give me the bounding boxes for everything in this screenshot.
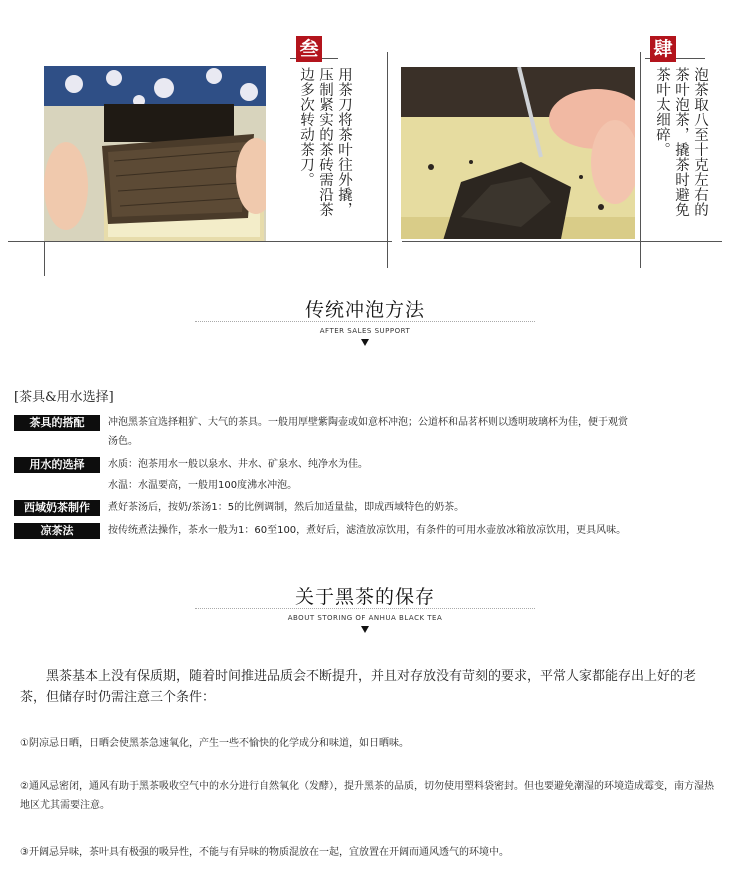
row-line: 水质：泡茶用水一般以泉水、井水、矿泉水、纯净水为佳。 <box>108 459 368 470</box>
storage-intro: 黑茶基本上没有保质期，随着时间推进品质会不断提升，并且对存放没有苛刻的要求，平常人家都能存出上好的老茶，但储存时仍需注意三个条件： <box>20 669 697 705</box>
row-line: 水温：水温要高，一般用100度沸水冲泡。 <box>108 480 298 491</box>
frame-line <box>8 241 392 242</box>
storage-note-1: ①阴凉忌日晒，日晒会使黑茶急速氧化，产生一些不愉快的化学成分和味道，如日晒味。 <box>20 738 409 749</box>
brew-heading: [茶具&用水选择] <box>14 390 114 405</box>
row-line: 按传统煮法操作，茶水一般为1：60至100，煮好后，滤渣放凉饮用，有条件的可用水壶放冰箱放凉饮用，更具风味。 <box>108 525 627 536</box>
step-4-number: 肆 <box>650 36 676 62</box>
frame-line <box>640 52 641 268</box>
row-label-teaware: 茶具的搭配 <box>14 415 100 431</box>
step-4-text-col3: 茶叶太细碎。 <box>654 67 670 157</box>
down-arrow-icon <box>361 626 369 633</box>
frame-line <box>387 52 388 268</box>
row-text-cold-tea <box>108 521 716 540</box>
brew-section-title: 传统冲泡方法 <box>304 299 425 321</box>
step-3-text-col3: 边多次转动茶刀。 <box>298 67 314 187</box>
step-3-photo <box>44 66 266 241</box>
tea-brick-hands-image <box>44 66 266 241</box>
row-line: 冲泡黑茶宜选择粗犷、大气的茶具。一般用厚壁紫陶壶或如意杯冲泡；公道杯和品茗杯则以透明玻璃杯为佳，便于观赏 <box>108 417 628 428</box>
row-text-teaware <box>108 413 716 451</box>
storage-section-subtitle: ABOUT STORING OF ANHUA BLACK TEA <box>287 614 443 622</box>
brew-section-subtitle: AFTER SALES SUPPORT <box>319 327 411 335</box>
step-3-text-col2: 压制紧实的茶砖需沿茶 <box>317 67 333 217</box>
title-divider <box>195 321 535 322</box>
step-3-number: 叁 <box>296 36 322 62</box>
row-label-cold-tea: 凉茶法 <box>14 523 100 539</box>
row-label-water: 用水的选择 <box>14 457 100 473</box>
step-4-photo <box>401 67 635 239</box>
row-line: 汤色。 <box>108 436 138 447</box>
row-text-milk-tea <box>108 498 716 517</box>
step-4-text-col2: 茶叶泡茶，撬茶时避免 <box>673 67 689 217</box>
row-line: 煮好茶汤后，按奶/茶汤1：5的比例调制，然后加适量盐，即成西域特色的奶茶。 <box>108 502 465 513</box>
storage-section-title: 关于黑茶的保存 <box>294 586 435 608</box>
title-divider <box>195 608 535 609</box>
row-text-water <box>108 455 716 495</box>
storage-note-2: ②通风忌密闭，通风有助于黑茶吸收空气中的水分进行自然氧化（发酵），提升黑茶的品质，切勿使用塑料袋密封。但也要避免潮湿的环境造成霉变，南方湿热地区尤其需要注意。 <box>20 781 714 811</box>
tea-prying-image <box>401 67 635 239</box>
row-label-milk-tea: 西域奶茶制作 <box>14 500 100 516</box>
step-3-text-col1: 用茶刀将茶叶往外撬， <box>336 67 352 217</box>
storage-note-3: ③开阔忌异味，茶叶具有极强的吸异性，不能与有异味的物质混放在一起，宜放置在开阔而通风透气的环境中。 <box>20 847 509 858</box>
down-arrow-icon <box>361 339 369 346</box>
frame-line <box>402 241 722 242</box>
step-4-text-col1: 泡茶取八至十克左右的 <box>692 67 708 217</box>
